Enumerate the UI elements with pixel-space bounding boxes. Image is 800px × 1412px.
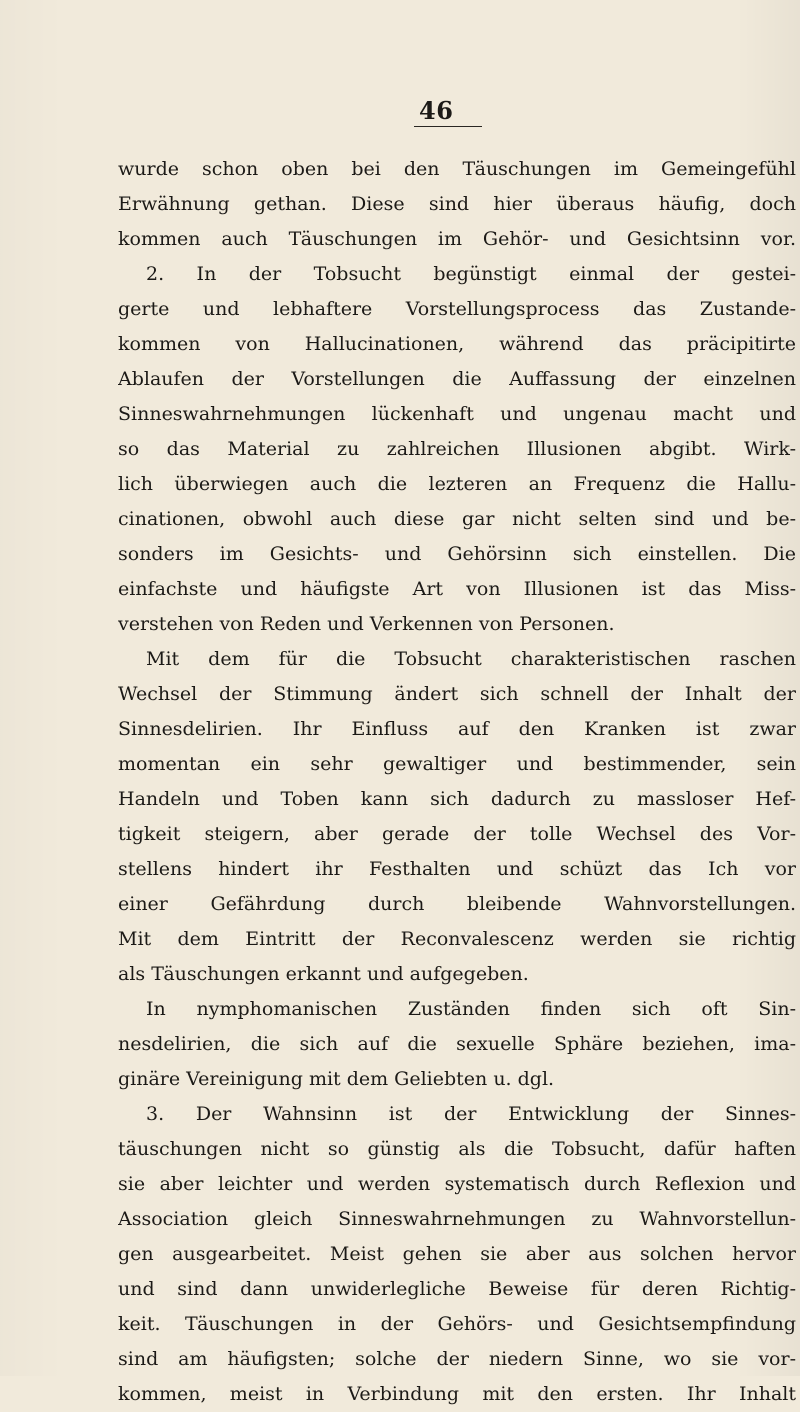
text-line: kommen von Hallucinationen, während das präcipitirte [118, 333, 796, 355]
page-number-rule [414, 126, 482, 127]
text-line: 3. Der Wahnsinn ist der Entwicklung der Sinnes- [146, 1103, 796, 1125]
text-line: gerte und lebhaftere Vorstellungsprocess das Zustande- [118, 298, 796, 320]
page-number: 46 [419, 96, 454, 125]
text-line: sind am häufigsten; solche der niedern Sinne, wo sie vor- [118, 1348, 796, 1370]
text-line: keit. Täuschungen in der Gehörs- und Gesichtsempfindung [118, 1313, 796, 1335]
text-line: ginäre Vereinigung mit dem Geliebten u. dgl. [118, 1068, 555, 1090]
text-line: Erwähnung gethan. Diese sind hier überaus häufig, doch [118, 193, 796, 215]
text-line: Ablaufen der Vorstellungen die Auffassung der einzelnen [118, 368, 796, 390]
text-line: wurde schon oben bei den Täuschungen im Gemeingefühl [118, 158, 796, 180]
text-line: kommen, meist in Verbindung mit den ersten. Ihr Inhalt [118, 1383, 796, 1405]
text-line: lich überwiegen auch die lezteren an Frequenz die Hallu- [118, 473, 796, 495]
text-line: einer Gefährdung durch bleibende Wahnvorstellungen. [118, 893, 796, 915]
text-line: als Täuschungen erkannt und aufgegeben. [118, 963, 529, 985]
text-line: täuschungen nicht so günstig als die Tobsucht, dafür haften [118, 1138, 796, 1160]
text-line: Association gleich Sinneswahrnehmungen zu Wahnvorstellun- [118, 1208, 796, 1230]
text-line: verstehen von Reden und Verkennen von Personen. [118, 613, 615, 635]
text-line: sie aber leichter und werden systematisch durch Reflexion und [118, 1173, 796, 1195]
text-line: Sinneswahrnehmungen lückenhaft und ungenau macht und [118, 403, 796, 425]
text-line: so das Material zu zahlreichen Illusionen abgibt. Wirk- [118, 438, 796, 460]
body-text [118, 152, 796, 1412]
text-line: kommen auch Täuschungen im Gehör- und Gesichtsinn vor. [118, 228, 796, 250]
text-line: einfachste und häufigste Art von Illusionen ist das Miss- [118, 578, 796, 600]
text-line: stellens hindert ihr Festhalten und schüzt das Ich vor [118, 858, 796, 880]
text-line: gen ausgearbeitet. Meist gehen sie aber aus solchen hervor [118, 1243, 796, 1265]
text-line: In nymphomanischen Zuständen finden sich oft Sin- [146, 998, 796, 1020]
text-line: sonders im Gesichts- und Gehörsinn sich einstellen. Die [118, 543, 796, 565]
text-line: Handeln und Toben kann sich dadurch zu massloser Hef- [118, 788, 796, 810]
text-line: momentan ein sehr gewaltiger und bestimmender, sein [118, 753, 796, 775]
text-line: tigkeit steigern, aber gerade der tolle Wechsel des Vor- [118, 823, 796, 845]
text-line: nesdelirien, die sich auf die sexuelle Sphäre beziehen, ima- [118, 1033, 796, 1055]
text-line: Mit dem Eintritt der Reconvalescenz werden sie richtig [118, 928, 796, 950]
text-line: Mit dem für die Tobsucht charakteristischen raschen [146, 648, 796, 670]
text-line: Wechsel der Stimmung ändert sich schnell der Inhalt der [118, 683, 796, 705]
text-line: cinationen, obwohl auch diese gar nicht selten sind und be- [118, 508, 796, 530]
text-line: und sind dann unwiderlegliche Beweise für deren Richtig- [118, 1278, 796, 1300]
text-line: 2. In der Tobsucht begünstigt einmal der gestei- [146, 263, 796, 285]
text-line: Sinnesdelirien. Ihr Einfluss auf den Kranken ist zwar [118, 718, 796, 740]
